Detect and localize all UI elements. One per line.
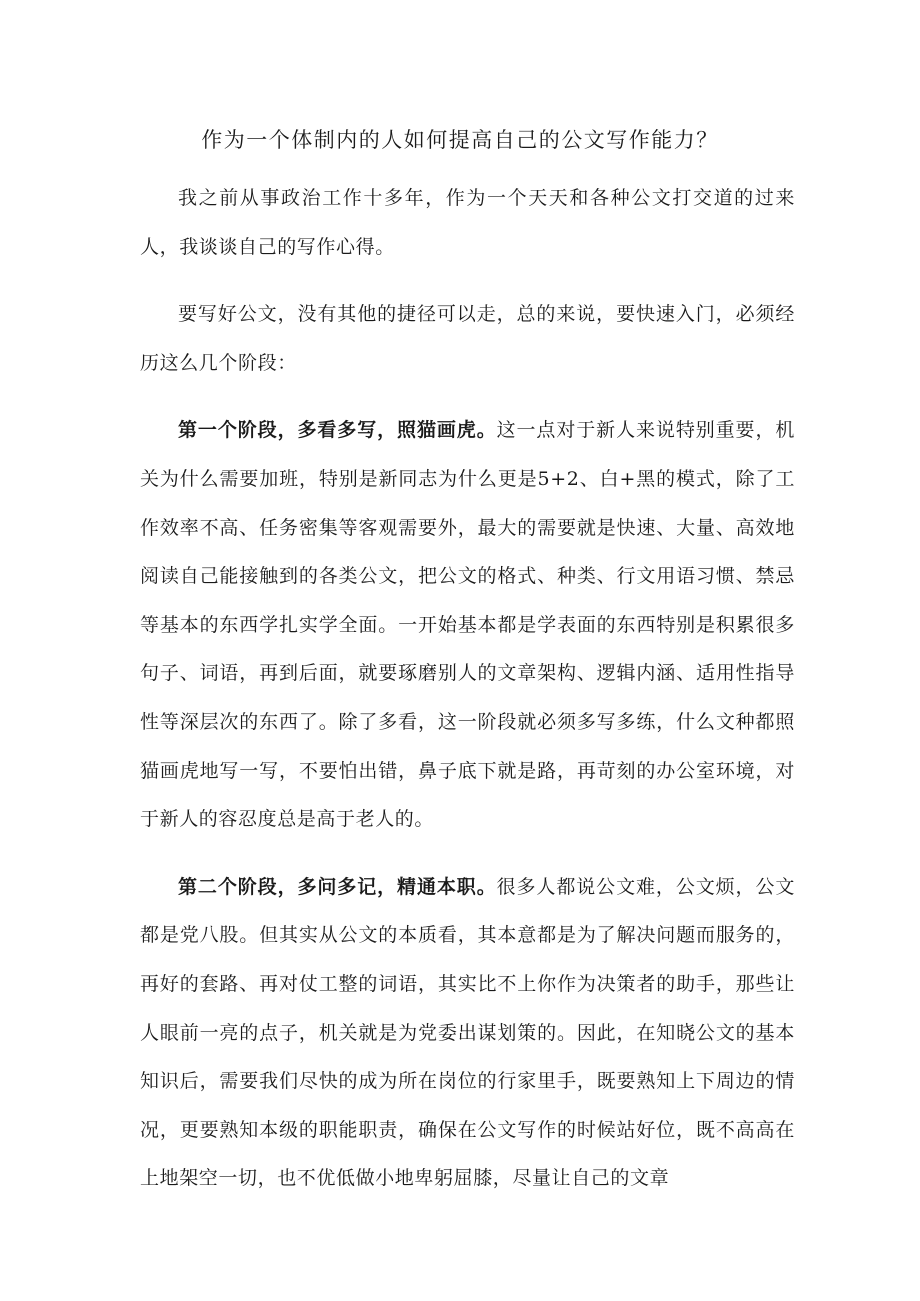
paragraph-4-lead: 第二个阶段，多问多记，精通本职。 (178, 875, 497, 898)
document-title: 作为一个体制内的人如何提高自己的公文写作能力？ (201, 128, 719, 152)
paragraph-3-lead: 第一个阶段，多看多写，照猫画虎。 (178, 419, 497, 442)
paragraph-2 (140, 290, 795, 387)
paragraph-4-text: 很多人都说公文难，公文烦，公文都是党八股。但其实从公文的本质看，其本意都是为了解决问题而服务的，再好的套路、再对仗工整的词语，其实比不上你作为决策者的助手，那些让人眼前一亮的点子，机关就是为党委出谋划策的。因此，在知晓公文的基本知识后，需要我们尽快的成为所在岗位的行家里手，既要熟知上下周边的情况，更要熟知本级的职能职责，确保在公文写作的时候站好位，既不高高在上地架空一切，也不优低做小地卑躬屈膝，尽量让自己的文章 (140, 875, 795, 1190)
paragraph-3 (140, 406, 795, 843)
paragraph-1-text: 我之前从事政治工作十多年，作为一个天天和各种公文打交道的过来人，我谈谈自己的写作心得。 (140, 187, 795, 258)
paragraph-4 (140, 863, 795, 1203)
paragraph-1 (140, 174, 795, 271)
document-body (140, 174, 795, 1222)
paragraph-2-text: 要写好公文，没有其他的捷径可以走，总的来说，要快速入门，必须经历这么几个阶段： (140, 303, 795, 374)
paragraph-3-text: 这一点对于新人来说特别重要，机关为什么需要加班，特别是新同志为什么更是5+2、白+黑的模式，除了工作效率不高、任务密集等客观需要外，最大的需要就是快速、大量、高效地阅读自己能接触到的各类公文，把公文的格式、种类、行文用语习惯、禁忌等基本的东西学扎实学全面。一开始基本都是学表面的东西特别是积累很多句子、词语，再到后面，就要琢磨别人的文章架构、逻辑内涵、适用性指导性等深层次的东西了。除了多看，这一阶段就必须多写多练，什么文种都照猫画虎地写一写，不要怕出错，鼻子底下就是路，再苛刻的办公室环境，对于新人的容忍度总是高于老人的。 (140, 419, 795, 831)
